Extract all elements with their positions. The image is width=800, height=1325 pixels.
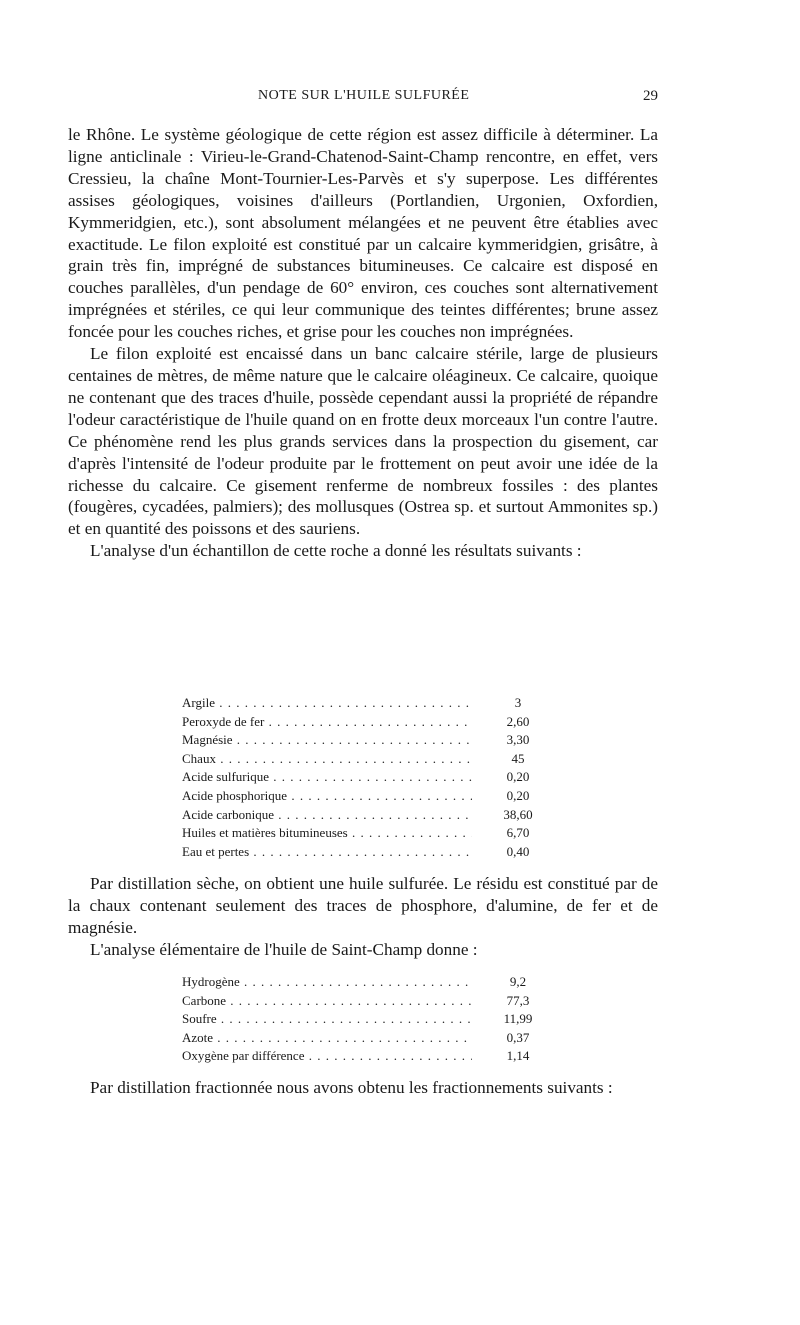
component-value: 45 [511,750,525,766]
paragraph: L'analyse élémentaire de l'huile de Saint-Champ donne : [90,939,478,959]
component-value: 38,60 [503,806,533,822]
component-value: 77,3 [506,992,530,1008]
component-value: 0,20 [506,787,530,803]
table-row [182,974,554,993]
paragraph: le Rhône. Le système géologique de cette région est assez difficile à déterminer. La ligne anticlinale : Virieu-le-Grand-Chatenod-Saint-Champ rencontre, en effet, vers Cressieu, la chaîne Mont-Tournier-Les-Parvès et s'y superpose. Les différentes assises géologiques, voisines d'ailleurs (Portlandien, Urgonien, Oxfordien, Kymmeridgien, etc.), sont absolument mélangées et ne peuvent être établies avec exactitude. Le filon exploité est constitué par un calcaire kymmeridgien, grisâtre, à grain très fin, imprégné de substances bitumineuses. Ce calcaire est disposé en couches parallèles, d'un pendage de 60° environ, ces couches sont alternativement imprégnées et stériles, ce qui leur communique des teintes différentes; brune assez foncée pour les couches riches, et grise pour les couches non imprégnées. [68,125,658,342]
table-row [182,1048,554,1067]
component-name: Acide sulfurique . . . [182,769,472,785]
component-name: Acide phosphorique . . . [182,788,472,804]
component-value: 9,2 [509,974,527,989]
paragraph: Par distillation fractionnée nous avons obtenu les fractionnements suivants : [90,1078,613,1097]
page-header [68,88,658,112]
table-row [182,844,554,863]
component-name: Argile . . . [182,695,472,711]
table-row [182,732,554,751]
component-name: Acide carbonique . . . [182,807,472,823]
component-value: 1,14 [506,1048,530,1064]
component-value: 0,40 [506,843,530,859]
component-value: 11,99 [503,1011,533,1027]
oil-analysis-table [182,974,554,1067]
component-name: Huiles et matières bitumineuses . . . [182,825,472,841]
running-title: NOTE SUR L'HUILE SULFURÉE [258,88,470,103]
component-name: Carbone . . . [182,993,472,1009]
component-name: Magnésie . . . [182,732,472,748]
component-value: 2,60 [506,713,530,729]
component-value: 6,70 [506,825,530,841]
table-row [182,825,554,844]
component-value: 3 [514,695,522,710]
table-row [182,807,554,826]
component-name: Oxygène par différence . . . [182,1048,472,1064]
component-value: 0,20 [506,769,530,785]
component-name: Hydrogène . . . [182,974,472,990]
paragraph: Le filon exploité est encaissé dans un banc calcaire stérile, large de plusieurs centaines de mètres, de même nature que le calcaire oléagineux. Ce calcaire, quoique ne contenant que des traces d'huile, possède cependant aussi la propriété de répandre l'odeur caractéristique de l'huile quand on en frotte deux morceaux l'un contre l'autre. Ce phénomène rend les plus grands services dans la prospection du gisement, car d'après l'intensité de l'odeur produite par le frottement on peut avoir une idée de la richesse du calcaire. Ce gisement renferme de nombreux fossiles : des plantes (fougères, cycadées, palmiers); des mollusques (Ostrea sp. et surtout Ammonites sp.) et en quantité des poissons et des sauriens. [68,344,658,539]
table-row [182,695,554,714]
paragraph: L'analyse d'un échantillon de cette roche a donné les résultats suivants : [90,541,582,561]
page-number: 29 [643,88,658,104]
table-row [182,769,554,788]
component-name: Soufre . . . [182,1011,472,1027]
paragraph: Par distillation sèche, on obtient une huile sulfurée. Le résidu est constitué par de la chaux contenant seulement des traces de phosphore, d'alumine, de fer et de magnésie. [68,874,658,937]
component-name: Peroxyde de fer . . . [182,714,472,730]
table-row [182,788,554,807]
component-name: Azote . . . [182,1030,472,1046]
body-text [68,873,658,961]
component-name: Eau et pertes . . . [182,844,472,860]
body-text [68,124,658,562]
rock-analysis-table [182,695,554,862]
table-row [182,1011,554,1030]
table-row [182,1030,554,1049]
component-name: Chaux . . . [182,751,472,767]
component-value: 3,30 [506,732,530,748]
table-row [182,993,554,1012]
body-text [68,1077,658,1099]
table-row [182,714,554,733]
component-value: 0,37 [506,1029,530,1045]
table-row [182,751,554,770]
